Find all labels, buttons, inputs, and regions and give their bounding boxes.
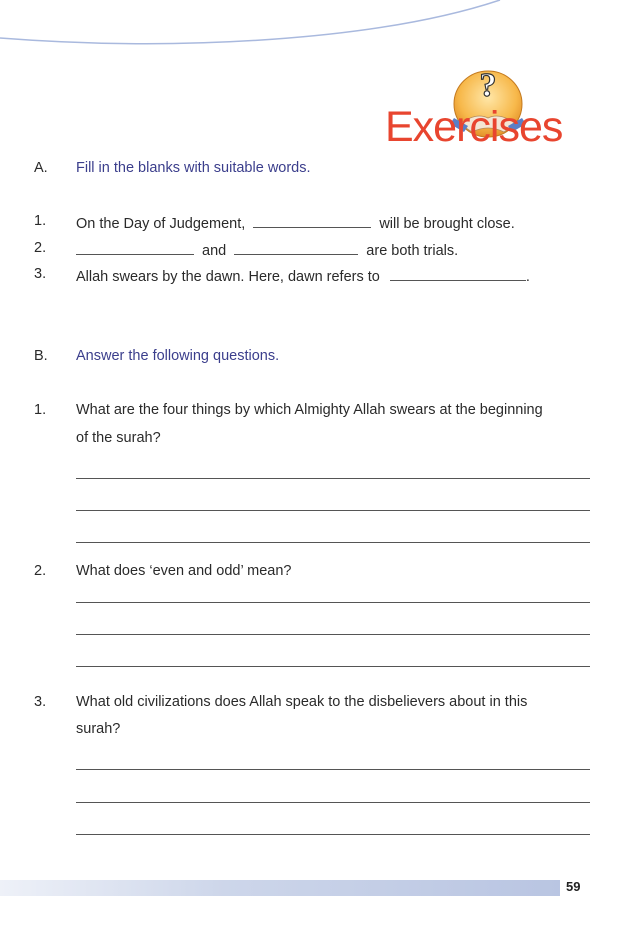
b-question-2-answer-line-2[interactable] xyxy=(76,634,590,635)
a-item-2-number: 2. xyxy=(34,240,47,256)
a-item-3-sentence xyxy=(76,266,530,285)
b-question-3-line-2: surah? xyxy=(76,721,121,737)
b-question-1-answer-line-2[interactable] xyxy=(76,510,590,511)
a-item-3-number: 3. xyxy=(34,266,47,282)
a-item-3-blank[interactable] xyxy=(390,266,526,281)
footer-bar xyxy=(0,880,560,896)
a-item-2-blank-2[interactable] xyxy=(234,240,358,255)
section-a-instruction: Fill in the blanks with suitable words. xyxy=(76,160,311,176)
a-item-2-part1: and xyxy=(202,243,227,259)
a-item-1-sentence xyxy=(76,213,515,232)
a-item-3-part2: . xyxy=(525,269,530,285)
a-item-3-part1: Allah swears by the dawn. Here, dawn refers to xyxy=(76,269,380,285)
a-item-2-blank-1[interactable] xyxy=(76,240,194,255)
b-question-3-answer-line-2[interactable] xyxy=(76,802,590,803)
section-a-letter: A. xyxy=(34,160,48,176)
svg-text:?: ? xyxy=(479,67,497,104)
b-question-1-line-1: What are the four things by which Almighty Allah swears at the beginning xyxy=(76,402,543,418)
a-item-1-part2: will be brought close. xyxy=(379,216,515,232)
a-item-1-number: 1. xyxy=(34,213,47,229)
b-question-1-line-2: of the surah? xyxy=(76,430,161,446)
section-b-letter: B. xyxy=(34,348,48,364)
a-item-1-part1: On the Day of Judgement, xyxy=(76,216,246,232)
b-question-3-answer-line-3[interactable] xyxy=(76,834,590,835)
b-question-3-line-1: What old civilizations does Allah speak to the disbelievers about in this xyxy=(76,694,528,710)
b-question-2-answer-line-3[interactable] xyxy=(76,666,590,667)
b-question-2-answer-line-1[interactable] xyxy=(76,602,590,603)
a-item-2-part2: are both trials. xyxy=(366,243,459,259)
a-item-2-sentence xyxy=(76,240,458,259)
b-question-1-answer-line-3[interactable] xyxy=(76,542,590,543)
b-question-1-answer-line-1[interactable] xyxy=(76,478,590,479)
a-item-1-blank[interactable] xyxy=(253,213,371,228)
top-swoosh-decoration xyxy=(0,0,638,60)
b-question-2-number: 2. xyxy=(34,563,47,579)
exercises-title: Exercises xyxy=(385,103,563,151)
section-b-instruction: Answer the following questions. xyxy=(76,348,280,364)
b-question-1-number: 1. xyxy=(34,402,47,418)
b-question-3-answer-line-1[interactable] xyxy=(76,769,590,770)
page-number: 59 xyxy=(566,879,581,894)
b-question-2-line-1: What does ‘even and odd’ mean? xyxy=(76,563,292,579)
b-question-3-number: 3. xyxy=(34,694,47,710)
